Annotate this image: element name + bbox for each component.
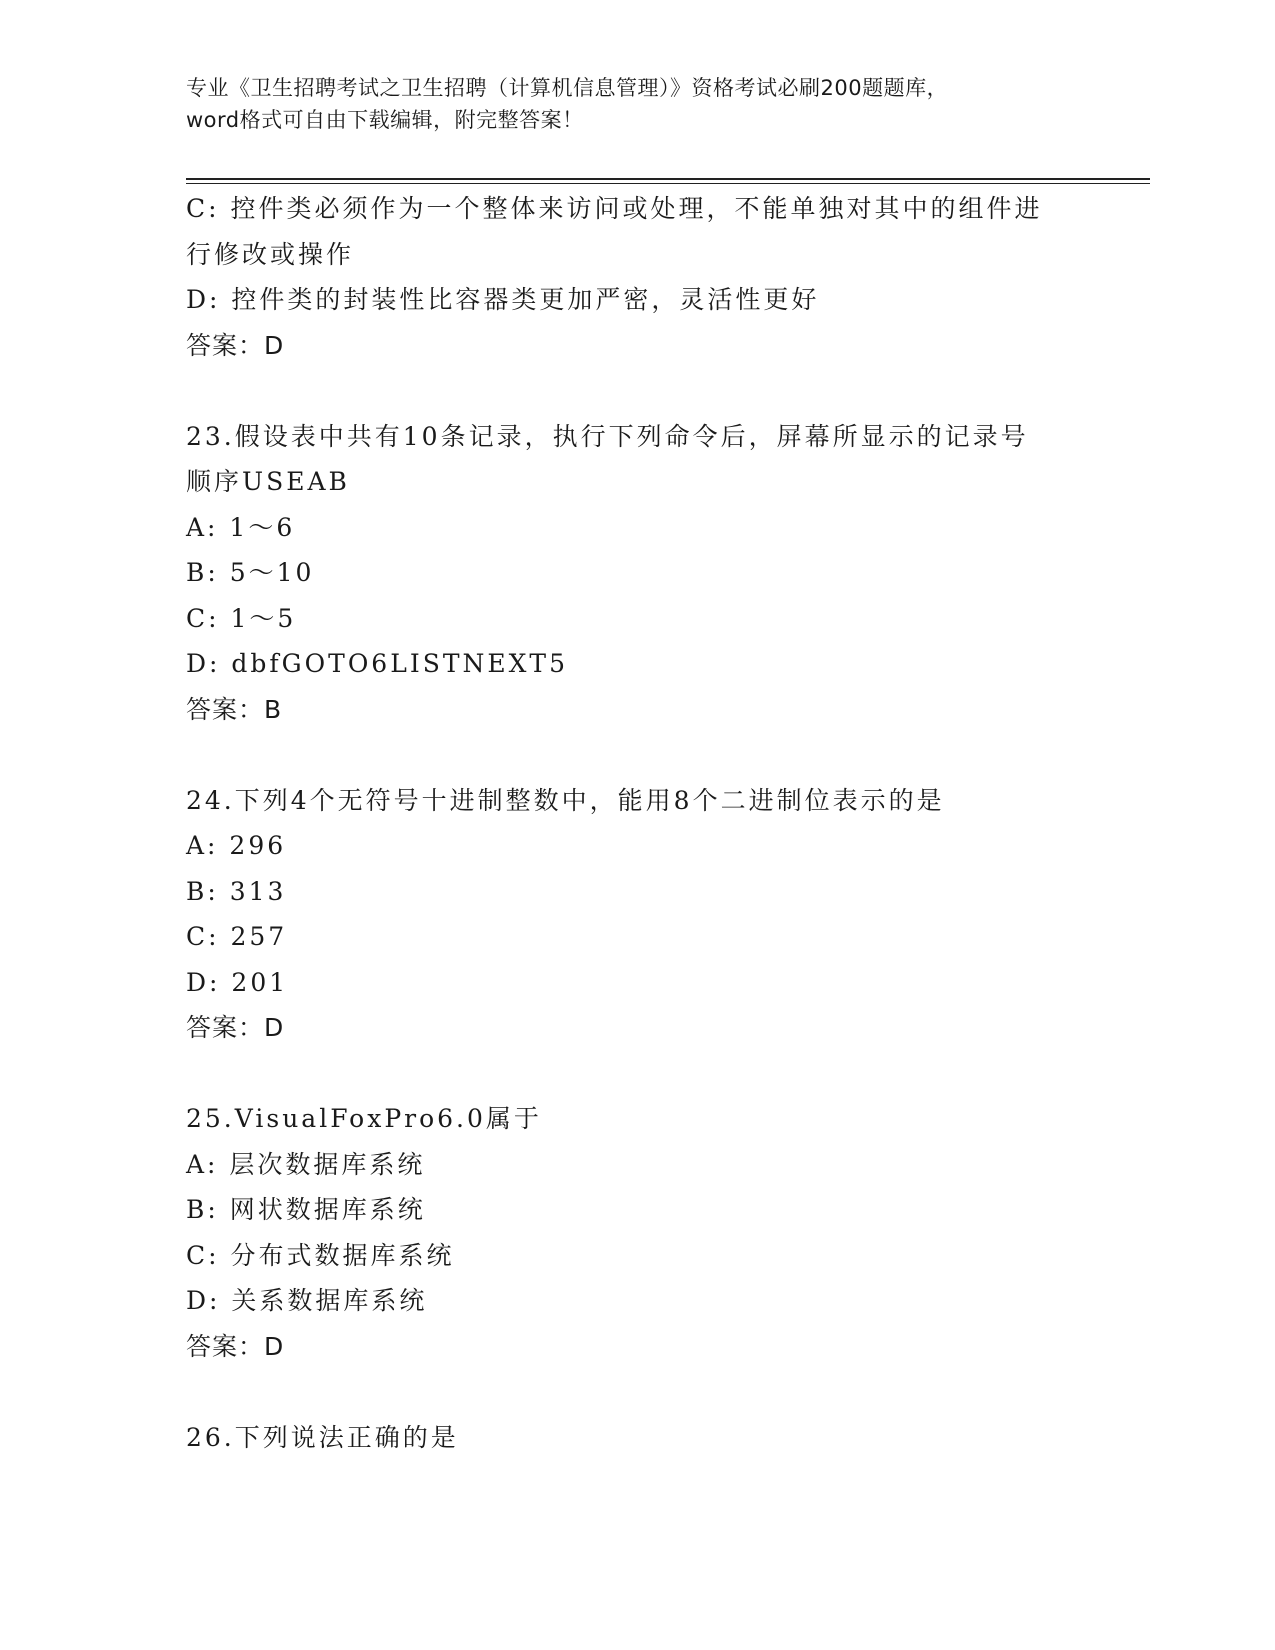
q24-option-d: D: 201 — [186, 967, 289, 997]
header-title-line-2: word格式可自由下载编辑，附完整答案！ — [186, 108, 584, 132]
q23-stem-line-2: 顺序USEAB — [186, 467, 350, 496]
q22-option-c-line-2: 行修改或操作 — [186, 239, 355, 269]
spacer — [186, 1369, 1086, 1415]
q22-option-c-line-1: C: 控件类必须作为一个整体来访问或处理，不能单独对其中的组件进 — [186, 194, 1043, 223]
spacer — [186, 1051, 1086, 1097]
q23-answer: 答案：B — [186, 694, 283, 724]
document-header — [186, 72, 1086, 136]
q25-option-d: D: 关系数据库系统 — [186, 1286, 428, 1315]
q24-stem: 24.下列4个无符号十进制整数中，能用8个二进制位表示的是 — [186, 785, 945, 815]
q26-stem: 26.下列说法正确的是 — [186, 1422, 459, 1452]
q25-option-a: A: 层次数据库系统 — [186, 1149, 426, 1179]
spacer — [186, 368, 1086, 414]
q23-option-a: A: 1～6 — [186, 512, 296, 542]
q22-answer: 答案：D — [186, 330, 285, 360]
header-title-line-1: 专业《卫生招聘考试之卫生招聘（计算机信息管理）》资格考试必刷200题题库， — [186, 76, 949, 100]
q23-stem-line-1: 23.假设表中共有10条记录，执行下列命令后，屏幕所显示的记录号 — [186, 421, 1029, 451]
q25-answer: 答案：D — [186, 1331, 285, 1361]
q24-answer: 答案：D — [186, 1013, 285, 1042]
header-rule-bottom — [186, 183, 1150, 184]
q25-option-b: B: 网状数据库系统 — [186, 1195, 426, 1224]
header-rule-top — [186, 178, 1150, 180]
q25-stem: 25.VisualFoxPro6.0属于 — [186, 1104, 542, 1133]
q24-option-c: C: 257 — [186, 922, 288, 951]
q23-option-b: B: 5～10 — [186, 558, 315, 587]
q23-option-c: C: 1～5 — [186, 603, 297, 633]
q25-option-c: C: 分布式数据库系统 — [186, 1240, 455, 1270]
q22-option-d: D: 控件类的封装性比容器类更加严密，灵活性更好 — [186, 285, 820, 314]
q24-option-b: B: 313 — [186, 876, 287, 906]
question-list — [186, 186, 1086, 1460]
q23-option-d: D: dbfGOTO6LISTNEXT5 — [186, 649, 568, 678]
q24-option-a: A: 296 — [186, 831, 287, 860]
spacer — [186, 732, 1086, 778]
